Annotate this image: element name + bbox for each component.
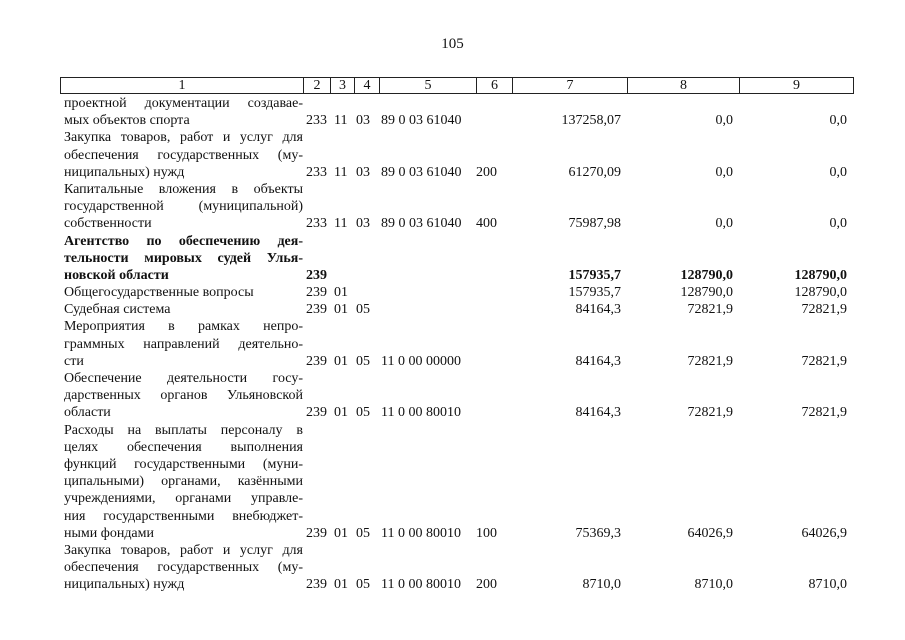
description-line: собственности: [64, 216, 152, 232]
table-header: [60, 77, 854, 94]
expense-type-cell: [476, 318, 512, 370]
section-code-cell: 01: [334, 302, 348, 318]
amount-col9-cell: 128790,0: [794, 267, 847, 283]
description-line: Обеспечение деятельности госу-: [64, 371, 303, 387]
description-line: тельности мировых судей Улья-: [64, 250, 303, 266]
subsection-code-cell: 05: [356, 353, 370, 369]
amount-col7-cell: 8710,0: [582, 577, 621, 593]
description-line: сти: [64, 353, 84, 369]
description-line: области: [64, 405, 111, 421]
section-code-cell: 11: [334, 216, 348, 232]
description-line: Расходы на выплаты персоналу в: [64, 422, 303, 438]
amount-col9-cell: 64026,9: [801, 525, 847, 541]
description-line: Агентство по обеспечению дея-: [64, 233, 303, 249]
description-line: Закупка товаров, работ и услуг для: [64, 130, 303, 146]
header-col-2: 2: [304, 78, 331, 94]
description-line: государственной (муниципальной): [64, 199, 303, 215]
amount-col7-cell: 84164,3: [575, 405, 621, 421]
amount-col9-cell: 0,0: [829, 164, 847, 180]
description-line: мых объектов спорта: [64, 113, 190, 129]
table-row: [60, 370, 853, 422]
table-row: [60, 284, 853, 301]
description-line: новской области: [64, 267, 169, 283]
description-line: Мероприятия в рамках непро-: [64, 319, 303, 335]
section-code-cell: 11: [334, 113, 348, 129]
header-col-6: 6: [477, 78, 513, 94]
subsection-code-cell: 03: [356, 164, 370, 180]
description-line: дарственных органов Ульяновской: [64, 388, 303, 404]
description-line: Судебная система: [64, 302, 171, 318]
amount-col8-cell: 72821,9: [687, 353, 733, 369]
section-code-cell: 01: [334, 285, 348, 301]
admin-code-cell: 239: [306, 525, 327, 541]
description-line: обеспечения государственных (му-: [64, 560, 303, 576]
target-article-cell: 89 0 03 61040: [381, 216, 462, 232]
description-line: Капитальные вложения в объекты: [64, 181, 303, 197]
target-article-cell: 11 0 00 80010: [381, 577, 461, 593]
row-description: [60, 181, 303, 233]
header-col-8: 8: [628, 78, 740, 94]
admin-code-cell: 233: [306, 113, 327, 129]
description-line: Закупка товаров, работ и услуг для: [64, 542, 303, 558]
amount-col7-cell: 84164,3: [575, 302, 621, 318]
table-row: [60, 542, 853, 594]
target-article-cell: 11 0 00 80010: [381, 405, 461, 421]
subsection-code-cell: 05: [356, 525, 370, 541]
subsection-code-cell: 05: [356, 577, 370, 593]
amount-col9-cell: 72821,9: [801, 353, 847, 369]
header-col-9: 9: [740, 78, 854, 94]
amount-col7-cell: 75987,98: [568, 216, 621, 232]
amount-col7-cell: 157935,7: [568, 267, 621, 283]
expense-type-cell: [476, 370, 512, 422]
expense-type-cell: [476, 301, 512, 318]
amount-col9-cell: 0,0: [829, 113, 847, 129]
description-line: целях обеспечения выполнения: [64, 439, 303, 455]
section-code-cell: 01: [334, 525, 348, 541]
admin-code-cell: 233: [306, 216, 327, 232]
section-code-cell: 01: [334, 577, 348, 593]
admin-code-cell: 239: [306, 577, 327, 593]
header-col-3: 3: [331, 78, 355, 94]
description-line: Общегосударственные вопросы: [64, 285, 254, 301]
description-line: граммных направлений деятельно-: [64, 336, 303, 352]
header-col-1: 1: [61, 78, 304, 94]
row-description: [60, 95, 303, 129]
description-line: функций государственными (муни-: [64, 456, 303, 472]
subsection-code-cell: [354, 284, 379, 301]
subsection-code-cell: 03: [356, 216, 370, 232]
description-line: ниципальных) нужд: [64, 577, 185, 593]
subsection-code-cell: 05: [356, 302, 370, 318]
table-row: [60, 181, 853, 233]
table-row: [60, 233, 853, 285]
header-col-5: 5: [380, 78, 477, 94]
amount-col7-cell: 157935,7: [568, 285, 621, 301]
amount-col7-cell: 137258,07: [561, 113, 621, 129]
amount-col9-cell: 128790,0: [794, 285, 847, 301]
expense-type-cell: [476, 95, 512, 129]
row-description: [60, 542, 303, 594]
section-code-cell: 01: [334, 353, 348, 369]
expense-type-cell: 200: [476, 577, 497, 593]
header-col-4: 4: [355, 78, 380, 94]
budget-table: [60, 95, 853, 593]
target-article-cell: 11 0 00 00000: [381, 353, 461, 369]
amount-col8-cell: 64026,9: [687, 525, 733, 541]
amount-col8-cell: 0,0: [715, 113, 733, 129]
expense-type-cell: 400: [476, 216, 497, 232]
admin-code-cell: 239: [306, 267, 327, 283]
table-row: [60, 422, 853, 542]
admin-code-cell: 239: [306, 353, 327, 369]
row-description: [60, 318, 303, 370]
amount-col8-cell: 128790,0: [680, 267, 733, 283]
admin-code-cell: 239: [306, 302, 327, 318]
section-code-cell: 01: [334, 405, 348, 421]
section-code-cell: 11: [334, 164, 348, 180]
amount-col7-cell: 61270,09: [568, 164, 621, 180]
amount-col7-cell: 75369,3: [575, 525, 621, 541]
amount-col8-cell: 72821,9: [687, 405, 733, 421]
expense-type-cell: 100: [476, 525, 497, 541]
expense-type-cell: [476, 284, 512, 301]
admin-code-cell: 233: [306, 164, 327, 180]
table-row: [60, 301, 853, 318]
description-line: учреждениями, органами управле-: [64, 491, 303, 507]
subsection-code-cell: [354, 233, 379, 285]
row-description: [60, 284, 303, 301]
amount-col8-cell: 8710,0: [694, 577, 733, 593]
table-row: [60, 318, 853, 370]
description-line: обеспечения государственных (му-: [64, 147, 303, 163]
expense-type-cell: [476, 233, 512, 285]
amount-col9-cell: 8710,0: [808, 577, 847, 593]
header-col-7: 7: [513, 78, 628, 94]
amount-col8-cell: 0,0: [715, 164, 733, 180]
target-article-cell: [379, 301, 476, 318]
header-row: [61, 78, 854, 94]
row-description: [60, 422, 303, 542]
page-number: 105: [441, 36, 464, 52]
target-article-cell: 89 0 03 61040: [381, 113, 462, 129]
description-line: ципальными) органами, казёнными: [64, 474, 303, 490]
admin-code-cell: 239: [306, 285, 327, 301]
target-article-cell: [379, 284, 476, 301]
amount-col9-cell: 0,0: [829, 216, 847, 232]
expense-type-cell: 200: [476, 164, 497, 180]
amount-col9-cell: 72821,9: [801, 405, 847, 421]
description-line: ными фондами: [64, 525, 155, 541]
section-code-cell: [330, 233, 354, 285]
amount-col8-cell: 128790,0: [680, 285, 733, 301]
amount-col7-cell: 84164,3: [575, 353, 621, 369]
amount-col8-cell: 0,0: [715, 216, 733, 232]
amount-col9-cell: 72821,9: [801, 302, 847, 318]
table-row: [60, 129, 853, 181]
subsection-code-cell: 05: [356, 405, 370, 421]
row-description: [60, 370, 303, 422]
target-article-cell: 11 0 00 80010: [381, 525, 461, 541]
admin-code-cell: 239: [306, 405, 327, 421]
row-description: [60, 129, 303, 181]
row-description: [60, 301, 303, 318]
row-description: [60, 233, 303, 285]
subsection-code-cell: 03: [356, 113, 370, 129]
description-line: проектной документации создавае-: [64, 96, 303, 111]
amount-col8-cell: 72821,9: [687, 302, 733, 318]
description-line: ния государственными внебюджет-: [64, 508, 303, 524]
target-article-cell: 89 0 03 61040: [381, 164, 462, 180]
description-line: ниципальных) нужд: [64, 164, 185, 180]
target-article-cell: [379, 233, 476, 285]
table-row: [60, 95, 853, 129]
